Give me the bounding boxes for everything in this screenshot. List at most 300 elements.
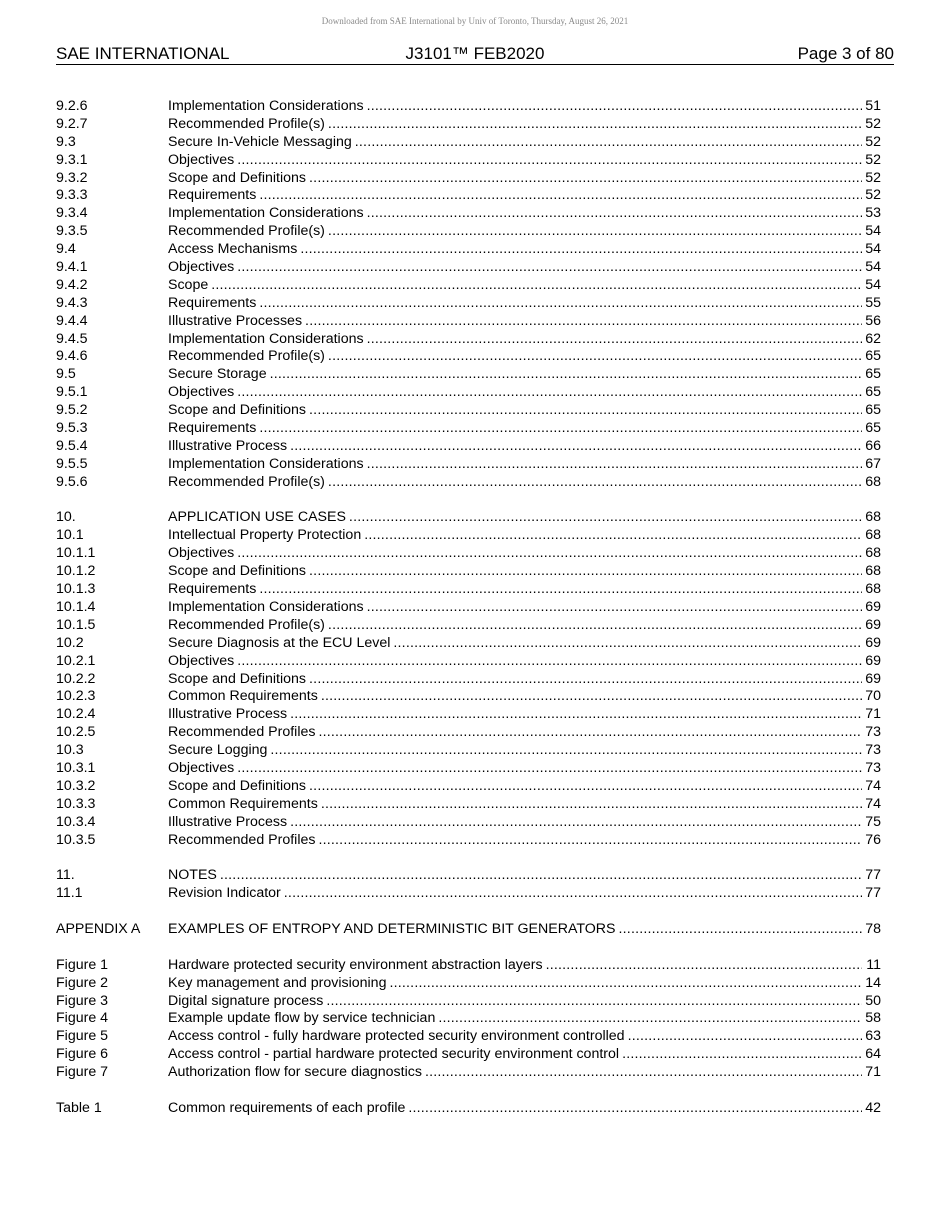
toc-entry[interactable] <box>56 295 881 313</box>
toc-entry[interactable] <box>56 885 881 903</box>
toc-dot-leader <box>321 796 862 814</box>
toc-entry-title[interactable]: Implementation Considerations <box>168 598 364 615</box>
toc-entry-page[interactable]: 52 <box>865 169 881 186</box>
toc-dot-leader <box>259 295 862 313</box>
toc-entry[interactable] <box>56 331 881 349</box>
toc-entry-line <box>168 1046 881 1064</box>
toc-entry-number: 10.3.1 <box>56 759 96 776</box>
toc-entry-page[interactable]: 67 <box>865 455 881 472</box>
toc-entry-page[interactable]: 53 <box>865 205 881 222</box>
header-organization: SAE INTERNATIONAL <box>56 44 230 63</box>
toc-entry-page[interactable]: 70 <box>865 688 881 705</box>
toc-entry-line <box>168 581 881 599</box>
toc-entry[interactable] <box>56 527 881 545</box>
toc-entry-number: Figure 4 <box>56 1010 109 1027</box>
toc-entry-number: 9.5.2 <box>56 402 88 419</box>
header-page-number: Page 3 of 80 <box>797 44 894 63</box>
toc-dot-leader <box>349 509 862 527</box>
toc-entry-title[interactable]: Objectives <box>168 384 235 401</box>
toc-entry-number: 10.2.1 <box>56 652 96 669</box>
toc-entry[interactable] <box>56 742 881 760</box>
toc-dot-leader <box>393 635 862 653</box>
toc-entry-title[interactable]: Implementation Considerations <box>168 455 364 472</box>
toc-dot-leader <box>290 706 862 724</box>
toc-entry[interactable] <box>56 778 881 796</box>
toc-entry[interactable] <box>56 581 881 599</box>
toc-entry-title[interactable]: Authorization flow for secure diagnostics <box>168 1064 422 1081</box>
toc-entry-page[interactable]: 68 <box>865 527 881 544</box>
toc-entry-title[interactable]: EXAMPLES OF ENTROPY AND DETERMINISTIC BIT GENERATORS <box>168 920 616 937</box>
toc-entry-number: 10.3.3 <box>56 795 96 812</box>
toc-entry-title[interactable]: Scope and Definitions <box>168 777 307 794</box>
toc-entry-number: 11.1 <box>56 885 83 902</box>
toc-entry-number: 9.2.7 <box>56 115 88 132</box>
toc-entry-number: 9.4.3 <box>56 294 88 311</box>
toc-entry-number: 9.4.4 <box>56 312 88 329</box>
header-document-id: J3101™ FEB2020 <box>405 44 545 63</box>
toc-dot-leader <box>367 331 862 349</box>
toc-entry-title[interactable]: APPLICATION USE CASES <box>168 509 346 526</box>
toc-entry-line <box>168 527 881 545</box>
toc-entry[interactable] <box>56 116 881 134</box>
toc-entry-line <box>168 170 881 188</box>
toc-entry-line <box>168 1100 881 1118</box>
toc-entry[interactable] <box>56 599 881 617</box>
toc-entry-number: 9.4.6 <box>56 348 88 365</box>
toc-entry-number: APPENDIX A <box>56 920 141 937</box>
toc-dot-leader <box>290 438 862 456</box>
toc-entry-line <box>168 384 881 402</box>
toc-entry[interactable] <box>56 653 881 671</box>
toc-dot-leader <box>309 563 862 581</box>
toc-dot-leader <box>328 348 862 366</box>
toc-entry-title[interactable]: Recommended Profile(s) <box>168 348 325 365</box>
toc-entry[interactable] <box>56 1028 881 1046</box>
toc-entry-page[interactable]: 52 <box>865 151 881 168</box>
toc-group-spacer <box>56 849 881 867</box>
toc-dot-leader <box>367 456 862 474</box>
toc-entry-line <box>168 366 881 384</box>
toc-entry-page[interactable]: 54 <box>865 241 881 258</box>
toc-entry-number: 11. <box>56 867 75 884</box>
toc-entry-page[interactable]: 77 <box>865 867 881 884</box>
toc-entry-title[interactable]: Access control - fully hardware protected security environment controlled <box>168 1028 625 1045</box>
toc-entry[interactable] <box>56 545 881 563</box>
toc-entry-line <box>168 867 881 885</box>
toc-entry-title[interactable]: Recommended Profile(s) <box>168 223 325 240</box>
toc-entry-title[interactable]: Objectives <box>168 259 235 276</box>
toc-entry-page[interactable]: 76 <box>865 831 881 848</box>
toc-entry-title[interactable]: Secure In-Vehicle Messaging <box>168 133 352 150</box>
toc-dot-leader <box>328 223 862 241</box>
toc-entry-number: 9.3.3 <box>56 187 88 204</box>
toc-entry[interactable] <box>56 957 881 975</box>
toc-entry-number: Figure 7 <box>56 1064 109 1081</box>
toc-group-spacer <box>56 939 881 957</box>
toc-entry-title[interactable]: Revision Indicator <box>168 885 281 902</box>
toc-entry-page[interactable]: 69 <box>865 598 881 615</box>
toc-entry-line <box>168 545 881 563</box>
toc-entry-number: Figure 3 <box>56 992 109 1009</box>
toc-entry-page[interactable]: 73 <box>865 742 881 759</box>
toc-entry[interactable] <box>56 348 881 366</box>
toc-entry[interactable] <box>56 384 881 402</box>
toc-entry-number: Table 1 <box>56 1099 102 1116</box>
toc-entry-title[interactable]: Example update flow by service technician <box>168 1010 436 1027</box>
toc-dot-leader <box>328 116 862 134</box>
toc-entry[interactable] <box>56 134 881 152</box>
toc-entry-page[interactable]: 54 <box>865 276 881 293</box>
toc-entry-line <box>168 187 881 205</box>
toc-entry[interactable] <box>56 688 881 706</box>
toc-entry-page[interactable]: 54 <box>865 259 881 276</box>
toc-entry-line <box>168 277 881 295</box>
toc-entry[interactable] <box>56 617 881 635</box>
toc-entry-title[interactable]: Recommended Profile(s) <box>168 115 325 132</box>
toc-entry-title[interactable]: Requirements <box>168 420 257 437</box>
toc-entry[interactable] <box>56 223 881 241</box>
toc-dot-leader <box>290 814 862 832</box>
toc-entry-title[interactable]: Requirements <box>168 581 257 598</box>
toc-entry[interactable] <box>56 671 881 689</box>
toc-entry-number: 9.4 <box>56 241 76 258</box>
toc-entry[interactable] <box>56 760 881 778</box>
toc-dot-leader <box>309 778 862 796</box>
toc-entry-number: 9.3.4 <box>56 205 88 222</box>
toc-entry-title[interactable]: Objectives <box>168 652 235 669</box>
toc-entry-title[interactable]: Recommended Profiles <box>168 831 316 848</box>
toc-dot-leader <box>309 671 862 689</box>
toc-entry-title[interactable]: Scope and Definitions <box>168 563 307 580</box>
download-watermark: Downloaded from SAE International by Univ of Toronto, Thursday, August 26, 2021 <box>321 16 629 26</box>
toc-entry-page[interactable]: 63 <box>865 1028 881 1045</box>
toc-entry-number: 9.4.5 <box>56 330 88 347</box>
toc-dot-leader <box>237 653 862 671</box>
toc-entry-title[interactable]: Intellectual Property Protection <box>168 527 362 544</box>
toc-dot-leader <box>220 867 862 885</box>
toc-entry-line <box>168 796 881 814</box>
toc-dot-leader <box>408 1100 862 1118</box>
toc-entry[interactable] <box>56 438 881 456</box>
toc-entry-page[interactable]: 73 <box>865 759 881 776</box>
toc-dot-leader <box>622 1046 862 1064</box>
toc-entry-title[interactable]: NOTES <box>168 867 217 884</box>
toc-entry-number: 10.2.5 <box>56 724 96 741</box>
toc-entry-number: 9.5.6 <box>56 473 88 490</box>
toc-entry-number: 10.2.3 <box>56 688 96 705</box>
toc-entry-number: 10. <box>56 509 76 526</box>
toc-entry[interactable] <box>56 187 881 205</box>
toc-entry-page[interactable]: 54 <box>865 223 881 240</box>
toc-entry-page[interactable]: 42 <box>865 1099 881 1116</box>
toc-entry-number: 10.1.5 <box>56 616 96 633</box>
toc-entry-page[interactable]: 14 <box>865 974 881 991</box>
toc-entry[interactable] <box>56 1100 881 1118</box>
toc-entry-page[interactable]: 55 <box>865 294 881 311</box>
toc-entry-number: 10.1 <box>56 527 84 544</box>
toc-dot-leader <box>628 1028 862 1046</box>
toc-dot-leader <box>309 402 862 420</box>
toc-entry-page[interactable]: 69 <box>865 634 881 651</box>
toc-entry-title[interactable]: Implementation Considerations <box>168 330 364 347</box>
toc-entry[interactable] <box>56 474 881 492</box>
toc-entry[interactable] <box>56 1010 881 1028</box>
toc-entry-page[interactable]: 52 <box>865 133 881 150</box>
toc-entry-title[interactable]: Access Mechanisms <box>168 241 298 258</box>
toc-dot-leader <box>284 885 862 903</box>
toc-dot-leader <box>237 259 862 277</box>
toc-entry[interactable] <box>56 313 881 331</box>
toc-entry[interactable] <box>56 993 881 1011</box>
toc-entry-number: 9.2.6 <box>56 98 88 114</box>
toc-entry-number: Figure 1 <box>56 956 109 973</box>
toc-entry-page[interactable]: 65 <box>865 384 881 401</box>
toc-entry-title[interactable]: Scope <box>168 276 209 293</box>
toc-entry[interactable] <box>56 724 881 742</box>
toc-entry-number: Figure 2 <box>56 974 109 991</box>
toc-entry-title[interactable]: Digital signature process <box>168 992 324 1009</box>
toc-entry-line <box>168 116 881 134</box>
toc-entry-number: 10.1.2 <box>56 563 96 580</box>
toc-entry-line <box>168 474 881 492</box>
toc-entry-page[interactable]: 69 <box>865 670 881 687</box>
toc-dot-leader <box>237 152 862 170</box>
toc-entry-page[interactable]: 68 <box>865 563 881 580</box>
toc-entry-number: 10.2.2 <box>56 670 96 687</box>
toc-entry[interactable] <box>56 277 881 295</box>
toc-entry-title[interactable]: Secure Storage <box>168 366 267 383</box>
toc-entry-title[interactable]: Implementation Considerations <box>168 98 364 114</box>
toc-entry-line <box>168 259 881 277</box>
toc-entry-page[interactable]: 68 <box>865 509 881 526</box>
toc-entry-page[interactable]: 62 <box>865 330 881 347</box>
toc-entry-number: 10.3.2 <box>56 777 96 794</box>
toc-group-spacer <box>56 1082 881 1100</box>
toc-entry-number: 9.4.1 <box>56 259 88 276</box>
toc-entry-page[interactable]: 65 <box>865 348 881 365</box>
toc-entry-line <box>168 420 881 438</box>
toc-entry-page[interactable]: 78 <box>865 920 881 937</box>
toc-entry[interactable] <box>56 241 881 259</box>
toc-entry-page[interactable]: 69 <box>865 616 881 633</box>
toc-dot-leader <box>318 724 862 742</box>
toc-entry-page[interactable]: 56 <box>865 312 881 329</box>
toc-entry-line <box>168 223 881 241</box>
toc-entry-page[interactable]: 66 <box>865 437 881 454</box>
toc-entry-title[interactable]: Illustrative Process <box>168 437 288 454</box>
toc-entry-page[interactable]: 68 <box>865 545 881 562</box>
toc-entry-line <box>168 617 881 635</box>
toc-entry-page[interactable]: 69 <box>865 652 881 669</box>
toc-entry-number: 9.3.5 <box>56 223 88 240</box>
toc-dot-leader <box>237 545 862 563</box>
toc-dot-leader <box>237 384 862 402</box>
toc-entry[interactable] <box>56 1064 881 1082</box>
toc-entry-line <box>168 456 881 474</box>
toc-dot-leader <box>367 98 862 116</box>
toc-entry-line <box>168 921 881 939</box>
toc-entry-page[interactable]: 75 <box>865 813 881 830</box>
toc-entry-title[interactable]: Requirements <box>168 294 257 311</box>
toc-entry-title[interactable]: Scope and Definitions <box>168 670 307 687</box>
toc-entry[interactable] <box>56 509 881 527</box>
toc-entry-line <box>168 509 881 527</box>
toc-entry-line <box>168 760 881 778</box>
toc-entry-line <box>168 635 881 653</box>
toc-entry-title[interactable]: Objectives <box>168 759 235 776</box>
toc-dot-leader <box>270 366 862 384</box>
toc-entry-title[interactable]: Recommended Profile(s) <box>168 616 325 633</box>
toc-entry-line <box>168 957 881 975</box>
toc-entry-title[interactable]: Scope and Definitions <box>168 402 307 419</box>
toc-entry-line <box>168 814 881 832</box>
toc-entry-number: 9.4.2 <box>56 276 88 293</box>
toc-entry-page[interactable]: 58 <box>865 1010 881 1027</box>
toc-entry-title[interactable]: Illustrative Processes <box>168 312 303 329</box>
toc-entry-number: 10.3 <box>56 742 84 759</box>
toc-entry-line <box>168 671 881 689</box>
toc-entry-line <box>168 688 881 706</box>
toc-entry-title[interactable]: Key management and provisioning <box>168 974 387 991</box>
toc-entry-number: 9.5.1 <box>56 384 88 401</box>
toc-entry-number: 10.2 <box>56 634 84 651</box>
toc-dot-leader <box>270 742 862 760</box>
toc-entry-page[interactable]: 11 <box>866 956 881 973</box>
toc-entry-line <box>168 1028 881 1046</box>
toc-entry-page[interactable]: 65 <box>865 366 881 383</box>
toc-entry-line <box>168 975 881 993</box>
toc-entry-number: 10.1.1 <box>56 545 96 562</box>
toc-entry-line <box>168 402 881 420</box>
toc-entry[interactable] <box>56 1046 881 1064</box>
toc-dot-leader <box>328 617 862 635</box>
toc-entry[interactable] <box>56 98 881 116</box>
toc-entry[interactable] <box>56 170 881 188</box>
toc-entry-title[interactable]: Requirements <box>168 187 257 204</box>
toc-entry-title[interactable]: Scope and Definitions <box>168 169 307 186</box>
toc-dot-leader <box>321 688 862 706</box>
toc-dot-leader <box>367 599 862 617</box>
toc-entry-line <box>168 563 881 581</box>
toc-entry[interactable] <box>56 563 881 581</box>
toc-entry[interactable] <box>56 402 881 420</box>
page-header <box>56 44 894 65</box>
toc-entry-line <box>168 778 881 796</box>
toc-entry-page[interactable]: 73 <box>865 724 881 741</box>
toc-entry-line <box>168 98 881 116</box>
toc-entry-page[interactable]: 74 <box>865 777 881 794</box>
table-of-contents <box>56 98 881 1118</box>
toc-entry-line <box>168 599 881 617</box>
toc-entry-line <box>168 134 881 152</box>
toc-entry[interactable] <box>56 152 881 170</box>
toc-entry-line <box>168 438 881 456</box>
toc-entry-page[interactable]: 51 <box>865 98 881 114</box>
toc-entry[interactable] <box>56 832 881 850</box>
toc-dot-leader <box>328 474 862 492</box>
toc-dot-leader <box>425 1064 862 1082</box>
toc-entry-page[interactable]: 50 <box>865 992 881 1009</box>
toc-dot-leader <box>326 993 862 1011</box>
toc-dot-leader <box>259 420 862 438</box>
toc-entry-title[interactable]: Recommended Profiles <box>168 724 316 741</box>
toc-entry-line <box>168 706 881 724</box>
toc-entry-line <box>168 885 881 903</box>
toc-dot-leader <box>300 241 862 259</box>
toc-entry-title[interactable]: Objectives <box>168 545 235 562</box>
toc-entry-title[interactable]: Common Requirements <box>168 795 318 812</box>
toc-entry-page[interactable]: 52 <box>865 187 881 204</box>
toc-entry-line <box>168 1010 881 1028</box>
toc-entry-line <box>168 653 881 671</box>
toc-entry-title[interactable]: Hardware protected security environment abstraction layers <box>168 956 543 973</box>
toc-entry-line <box>168 241 881 259</box>
toc-entry-page[interactable]: 71 <box>865 706 881 723</box>
toc-group-spacer <box>56 492 881 510</box>
toc-dot-leader <box>259 187 862 205</box>
toc-entry[interactable] <box>56 635 881 653</box>
toc-entry-line <box>168 724 881 742</box>
toc-entry-title[interactable]: Illustrative Process <box>168 706 288 723</box>
toc-entry[interactable] <box>56 814 881 832</box>
toc-entry-number: 10.1.4 <box>56 598 96 615</box>
toc-entry-title[interactable]: Common requirements of each profile <box>168 1099 406 1116</box>
toc-entry[interactable] <box>56 259 881 277</box>
toc-entry-number: 10.3.4 <box>56 813 96 830</box>
toc-entry-page[interactable]: 65 <box>865 420 881 437</box>
toc-dot-leader <box>367 205 862 223</box>
toc-entry[interactable] <box>56 796 881 814</box>
toc-entry-page[interactable]: 68 <box>865 581 881 598</box>
toc-entry[interactable] <box>56 456 881 474</box>
toc-entry[interactable] <box>56 366 881 384</box>
toc-entry-title[interactable]: Common Requirements <box>168 688 318 705</box>
toc-entry[interactable] <box>56 205 881 223</box>
toc-entry-number: 10.1.3 <box>56 581 96 598</box>
toc-entry[interactable] <box>56 975 881 993</box>
toc-entry-page[interactable]: 68 <box>865 473 881 490</box>
toc-entry-line <box>168 832 881 850</box>
toc-dot-leader <box>318 832 862 850</box>
toc-entry[interactable] <box>56 706 881 724</box>
toc-entry-title[interactable]: Recommended Profile(s) <box>168 473 325 490</box>
toc-dot-leader <box>305 313 862 331</box>
toc-entry[interactable] <box>56 921 881 939</box>
toc-entry-title[interactable]: Secure Logging <box>168 742 268 759</box>
toc-entry-line <box>168 993 881 1011</box>
toc-dot-leader <box>546 957 862 975</box>
toc-entry-page[interactable]: 71 <box>865 1064 881 1081</box>
toc-dot-leader <box>355 134 862 152</box>
toc-entry-page[interactable]: 52 <box>865 115 881 132</box>
toc-entry-page[interactable]: 65 <box>865 402 881 419</box>
toc-entry-page[interactable]: 77 <box>865 885 881 902</box>
toc-dot-leader <box>259 581 862 599</box>
toc-entry-line <box>168 742 881 760</box>
toc-entry-page[interactable]: 64 <box>865 1046 881 1063</box>
toc-dot-leader <box>364 527 862 545</box>
toc-entry-title[interactable]: Secure Diagnosis at the ECU Level <box>168 634 391 651</box>
toc-entry-title[interactable]: Implementation Considerations <box>168 205 364 222</box>
toc-entry-line <box>168 205 881 223</box>
toc-entry[interactable] <box>56 867 881 885</box>
toc-entry-title[interactable]: Access control - partial hardware protected security environment control <box>168 1046 620 1063</box>
toc-entry-page[interactable]: 74 <box>865 795 881 812</box>
toc-entry-title[interactable]: Illustrative Process <box>168 813 288 830</box>
toc-entry-title[interactable]: Objectives <box>168 151 235 168</box>
toc-entry[interactable] <box>56 420 881 438</box>
toc-entry-number: Figure 5 <box>56 1028 109 1045</box>
